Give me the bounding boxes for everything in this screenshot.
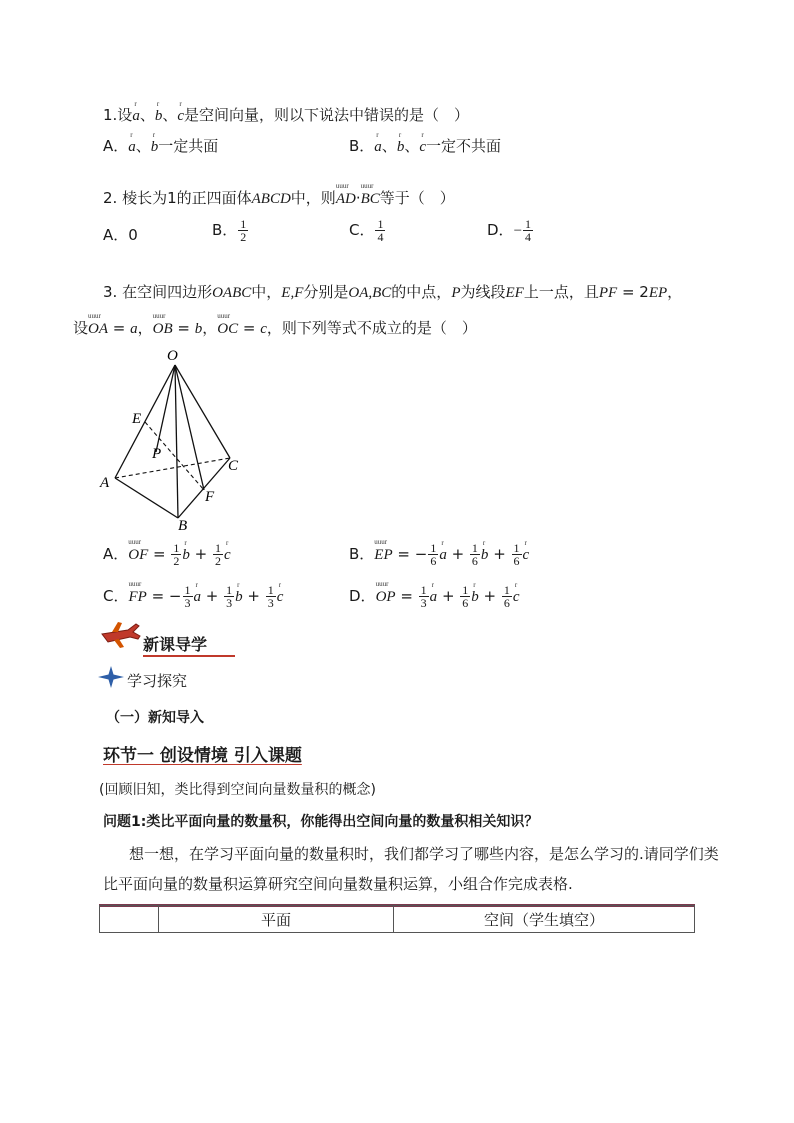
section-title: 新课导学 xyxy=(143,632,235,657)
airplane-icon xyxy=(98,620,142,650)
tetrahedron-figure xyxy=(90,340,260,535)
q1-option-b: B．r a、r b、r c一定不共面 xyxy=(349,135,501,156)
q2-stem: 2. 棱长为1的正四面体ABCD中，则uuur AD·uuur BC等于（ ） xyxy=(103,187,455,208)
label-p: P xyxy=(152,446,162,462)
table-header-empty xyxy=(100,906,159,933)
q2-option-d: D．− $\frac{1}{4}$ xyxy=(487,217,532,244)
q2-option-b: B． $\frac{1}{2}$ xyxy=(212,217,247,244)
paragraph-line1: 想一想，在学习平面向量的数量积时，我们都学习了哪些内容，是怎么学习的.请同学们类 xyxy=(129,845,719,863)
part-title: （一）新知导入 xyxy=(106,710,204,726)
q2-option-c: C． $\frac{1}{4}$ xyxy=(349,217,384,244)
note-text: (回顾旧知，类比得到空间向量数量积的概念) xyxy=(99,782,376,798)
q3-option-c: C．uuur FP = − $\frac{1}{3}$ r a + $\frac{1}{3}$ r b + $\frac{1}{3}$ r c xyxy=(103,584,283,609)
q2-option-a: A．0 xyxy=(103,226,138,244)
subsection-title: 学习探究 xyxy=(127,672,188,690)
q3-stem-line2: 设uuur OA = a，uuur OB = b，uuur OC = c，则下列等式不成立的是（ ） xyxy=(73,317,477,338)
label-a: A xyxy=(100,475,110,491)
comparison-table xyxy=(99,905,695,933)
table-header-plane: 平面 xyxy=(159,906,394,933)
star-icon xyxy=(98,666,124,688)
label-c: C xyxy=(228,458,239,474)
table-header-row xyxy=(100,906,695,933)
link-title: 环节一 创设情境 引入课题 xyxy=(103,746,302,766)
q3-stem: 3. 在空间四边形OABC中，E,F分别是OA,BC的中点，P为线段EF上一点，且PF = 2EP， xyxy=(103,283,683,301)
q1-option-a: A．r a、r b一定共面 xyxy=(103,135,218,156)
q3-option-b: B．uuur EP = − $\frac{1}{6}$ r a + $\frac{1}{6}$ r b + $\frac{1}{6}$ r c xyxy=(349,542,529,567)
label-f: F xyxy=(205,489,215,505)
table-header-space: 空间（学生填空） xyxy=(394,906,695,933)
q3-option-d: D．uuur OP = $\frac{1}{3}$ r a + $\frac{1}{6}$ r b + $\frac{1}{6}$ r c xyxy=(349,584,520,609)
paragraph-line2: 比平面向量的数量积运算研究空间向量数量积运算，小组合作完成表格. xyxy=(103,875,573,893)
label-e: E xyxy=(132,411,142,427)
label-o: O xyxy=(167,348,178,364)
q3-option-a: A．uuur OF = $\frac{1}{2}$ r b + $\frac{1}{2}$ r c xyxy=(103,542,231,567)
label-b: B xyxy=(178,518,188,534)
question-1: 问题1:类比平面向量的数量积，你能得出空间向量的数量积相关知识？ xyxy=(103,814,539,830)
q1-stem: 1.设r a、r b、r c是空间向量，则以下说法中错误的是（ ） xyxy=(103,104,469,125)
